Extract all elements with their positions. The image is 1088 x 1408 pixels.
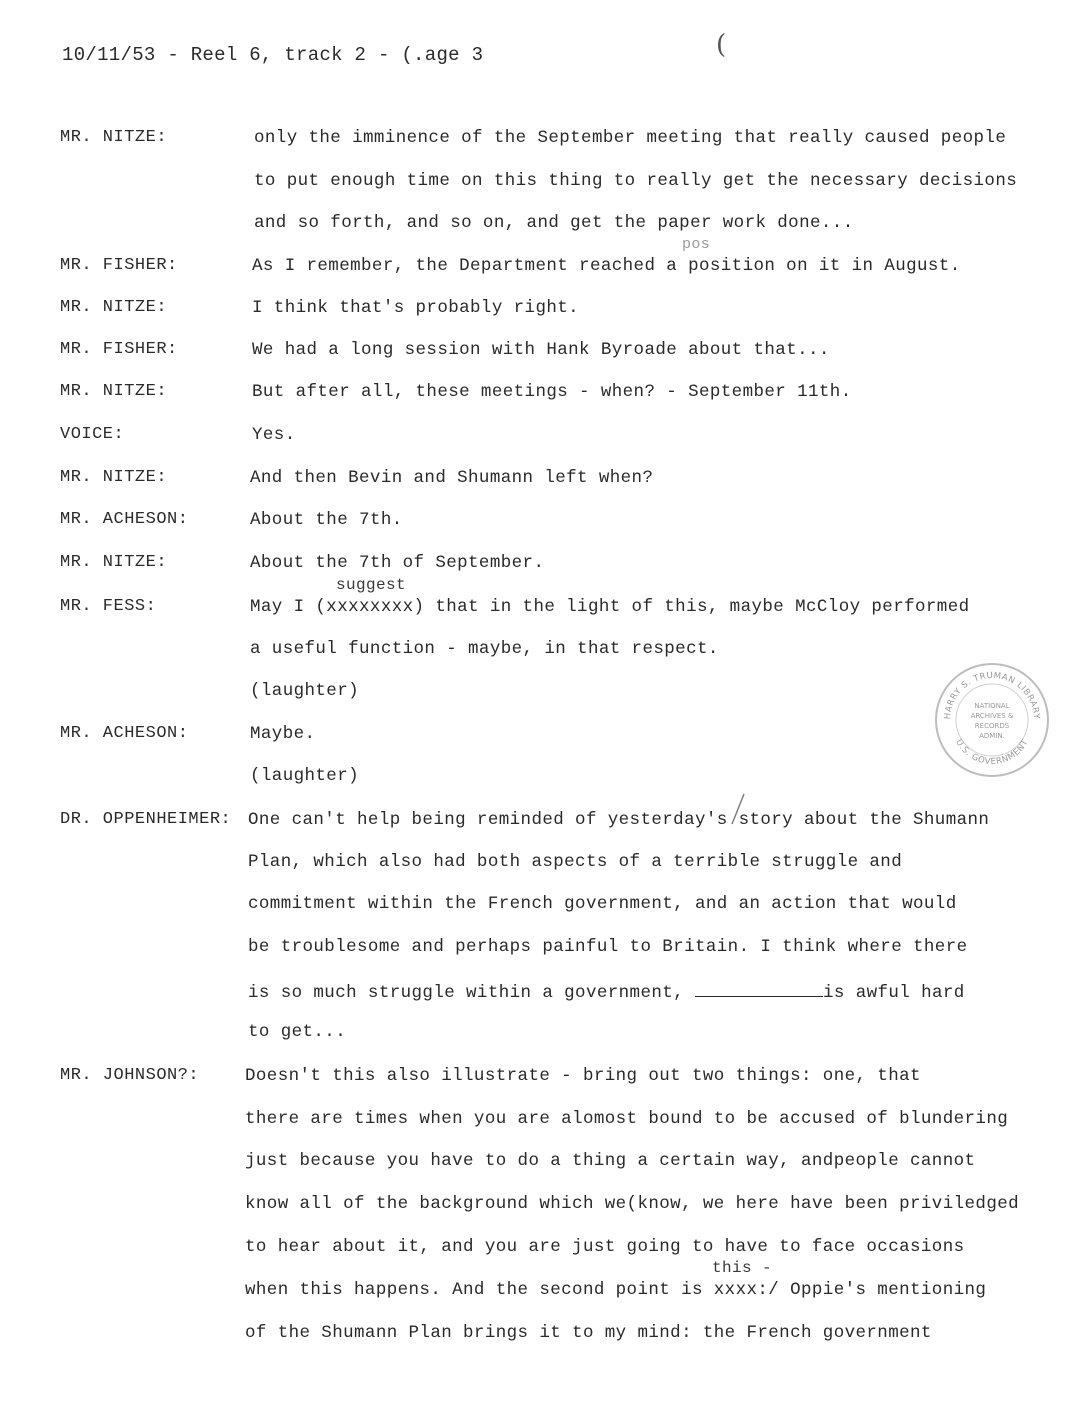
speaker-label: MR. ACHESON: bbox=[60, 724, 189, 743]
transcript-line: But after all, these meetings - when? - September 11th. bbox=[252, 382, 852, 402]
speaker-label: MR. FESS: bbox=[60, 597, 157, 616]
speaker-label: DR. OPPENHEIMER: bbox=[60, 810, 232, 829]
speaker-label: MR. NITZE: bbox=[60, 468, 168, 487]
transcript-text: is so much struggle within a government, bbox=[248, 983, 685, 1003]
handwritten-correction: suggest bbox=[336, 576, 407, 594]
transcript-line: and so forth, and so on, and get the paper work done... bbox=[254, 213, 854, 233]
transcript-text: is awful hard bbox=[822, 983, 965, 1003]
speaker-label: MR. FISHER: bbox=[60, 256, 178, 275]
stamp-center-line: NATIONAL bbox=[974, 702, 1010, 710]
laughter-note: (laughter) bbox=[250, 681, 360, 701]
transcript-line: About the 7th of September. bbox=[250, 553, 545, 573]
speaker-label: MR. FISHER: bbox=[60, 340, 178, 359]
transcript-line: to hear about it, and you are just going to have to face occasions bbox=[245, 1237, 965, 1257]
speaker-label: MR. NITZE: bbox=[60, 298, 168, 317]
transcript-line: We had a long session with Hank Byroade about that... bbox=[252, 340, 830, 360]
transcript-line: know all of the background which we(know, we here have been priviledged bbox=[245, 1194, 1020, 1214]
transcript-line: a useful function - maybe, in that respect. bbox=[250, 639, 719, 659]
handwritten-correction: pos bbox=[682, 236, 711, 253]
laughter-note: (laughter) bbox=[250, 766, 360, 786]
speaker-label: MR. NITZE: bbox=[60, 128, 168, 147]
transcript-line: One can't help being reminded of yesterday's story about the Shumann bbox=[248, 810, 990, 830]
transcript-line: Plan, which also had both aspects of a terrible struggle and bbox=[248, 852, 903, 872]
library-stamp-icon bbox=[932, 660, 1052, 780]
speaker-label: MR. NITZE: bbox=[60, 553, 168, 572]
transcript-line: there are times when you are alomost bound to be accused of blundering bbox=[245, 1109, 1009, 1129]
transcript-line: Maybe. bbox=[250, 724, 316, 744]
transcript-line: commitment within the French government, and an action that would bbox=[248, 894, 957, 914]
speaker-label: MR. ACHESON: bbox=[60, 510, 189, 529]
handwritten-correction: this - bbox=[712, 1259, 773, 1277]
stamp-center-line: RECORDS bbox=[974, 722, 1010, 730]
transcript-line: And then Bevin and Shumann left when? bbox=[250, 468, 654, 488]
transcript-line: As I remember, the Department reached a position on it in August. bbox=[252, 256, 961, 276]
stamp-bottom-text: U.S. GOVERNMENT bbox=[953, 737, 1031, 768]
transcript-line bbox=[248, 980, 965, 1003]
margin-mark: ( bbox=[716, 30, 727, 60]
speaker-label: VOICE: bbox=[60, 425, 125, 444]
blank-line bbox=[695, 980, 823, 997]
transcript-line: just because you have to do a thing a certain way, andpeople cannot bbox=[245, 1151, 976, 1171]
speaker-label: MR. NITZE: bbox=[60, 382, 168, 401]
transcript-line: I think that's probably right. bbox=[252, 298, 580, 318]
speaker-label: MR. JOHNSON?: bbox=[60, 1066, 200, 1085]
transcript-line: of the Shumann Plan brings it to my mind: the French government bbox=[245, 1323, 932, 1343]
transcript-line: Yes. bbox=[252, 425, 296, 445]
stamp-top-text: HARRY S. TRUMAN LIBRARY bbox=[942, 670, 1042, 720]
transcript-line: to get... bbox=[248, 1022, 347, 1042]
transcript-line: About the 7th. bbox=[250, 510, 403, 530]
stamp-center-line: ADMIN. bbox=[979, 732, 1005, 740]
stamp-center-line: ARCHIVES & bbox=[970, 712, 1014, 720]
transcript-line: May I (xxxxxxxx) that in the light of this, maybe McCloy performed bbox=[250, 597, 970, 617]
transcript-line: only the imminence of the September meeting that really caused people bbox=[254, 128, 1007, 148]
pencil-mark-icon bbox=[728, 792, 748, 826]
page-header: 10/11/53 - Reel 6, track 2 - (.age 3 bbox=[62, 44, 484, 66]
transcript-line: be troublesome and perhaps painful to Britain. I think where there bbox=[248, 937, 968, 957]
transcript-line: when this happens. And the second point is xxxx:/ Oppie's mentioning bbox=[245, 1280, 987, 1300]
transcript-line: to put enough time on this thing to really get the necessary decisions bbox=[254, 171, 1018, 191]
transcript-line: Doesn't this also illustrate - bring out two things: one, that bbox=[245, 1066, 921, 1086]
